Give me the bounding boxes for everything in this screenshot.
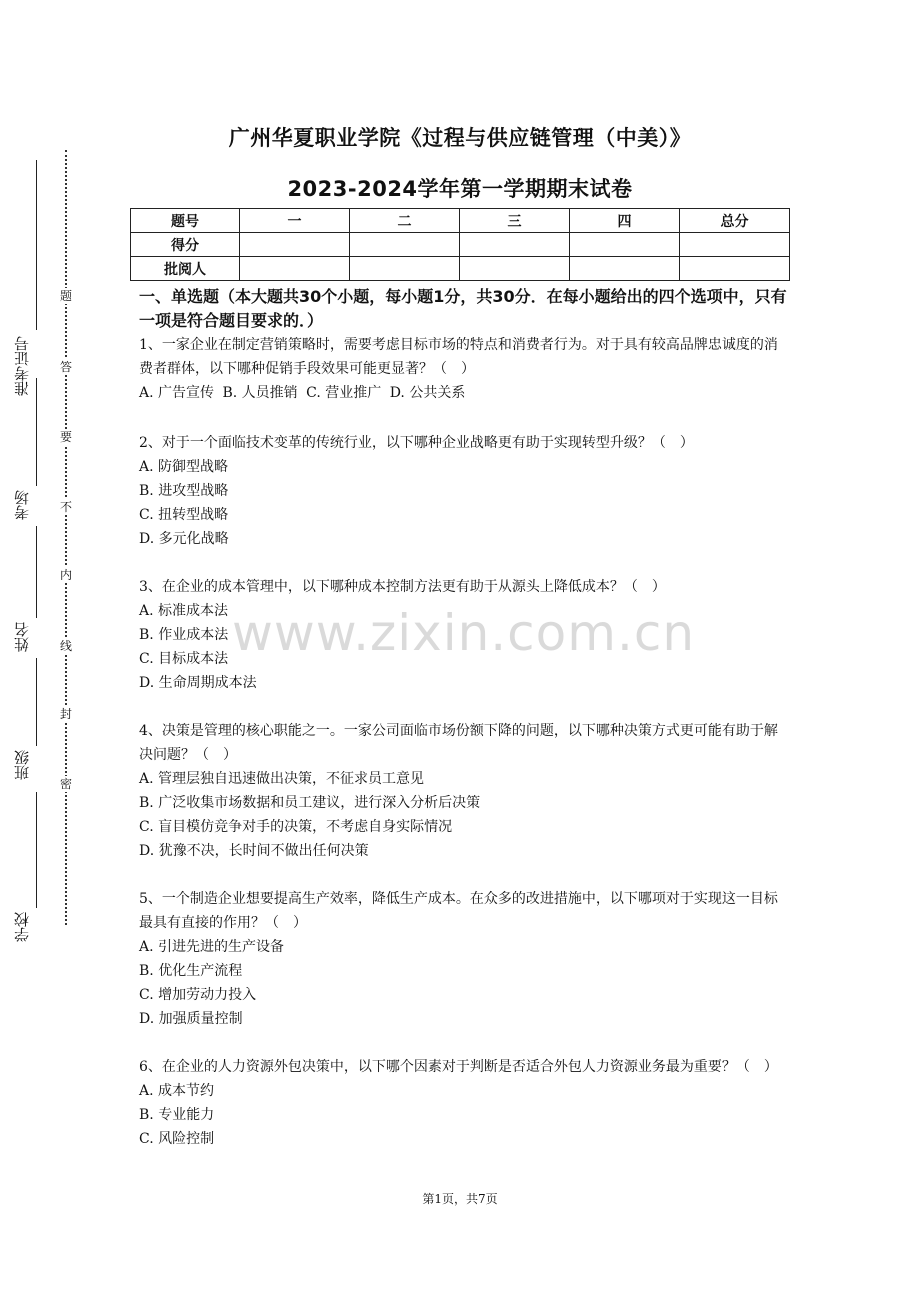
option-b[interactable]: B. 人员推销	[222, 385, 298, 401]
question-stem: 6、在企业的人力资源外包决策中，以下哪个因素对于判断是否适合外包人力资源业务最为重要？（ ）	[139, 1059, 778, 1075]
exam-content	[139, 285, 789, 1151]
school-blank	[36, 792, 37, 908]
option-d[interactable]: D. 生命周期成本法	[139, 675, 257, 691]
score-header-cell: 四	[570, 209, 680, 233]
exam-title: 广州华夏职业学院《过程与供应链管理（中美）》	[228, 126, 692, 150]
binding-dotted-line	[65, 150, 67, 925]
score-row-label: 批阅人	[131, 257, 240, 281]
exam-id-blank	[36, 160, 37, 330]
option-b[interactable]: B. 进攻型战略	[139, 483, 229, 499]
seal-char: 内	[59, 568, 72, 582]
exam-room-blank	[36, 378, 37, 486]
score-cell[interactable]	[680, 257, 790, 281]
score-cell[interactable]	[570, 233, 680, 257]
score-header-cell: 三	[460, 209, 570, 233]
school-label: 学校	[13, 912, 31, 942]
question-1	[139, 333, 789, 405]
seal-char: 线	[59, 639, 72, 653]
option-c[interactable]: C. 营业推广	[306, 385, 382, 401]
score-table-header-row	[131, 209, 790, 233]
question-stem: 1、一家企业在制定营销策略时，需要考虑目标市场的特点和消费者行为。对于具有较高品牌忠诚度的消费者群体，以下哪种促销手段效果可能更显著？（ ）	[139, 337, 778, 377]
seal-char: 要	[59, 430, 72, 444]
option-d[interactable]: D. 犹豫不决，长时间不做出任何决策	[139, 843, 369, 859]
seal-char: 答	[59, 360, 72, 374]
score-table-row	[131, 257, 790, 281]
score-cell[interactable]	[460, 233, 570, 257]
score-cell[interactable]	[240, 257, 350, 281]
question-stem: 4、决策是管理的核心职能之一。一家公司面临市场份额下降的问题，以下哪种决策方式更可能有助于解决问题？（ ）	[139, 723, 778, 763]
exam-room-field	[14, 490, 44, 520]
class-field	[14, 750, 44, 780]
name-field	[14, 622, 44, 652]
page-number: 第1页，共7页	[422, 1192, 498, 1206]
score-cell[interactable]	[350, 233, 460, 257]
score-cell[interactable]	[350, 257, 460, 281]
name-blank	[36, 526, 37, 618]
seal-char: 不	[59, 500, 72, 514]
name-label: 姓名	[13, 622, 31, 652]
score-cell[interactable]	[570, 257, 680, 281]
option-a[interactable]: A. 成本节约	[139, 1083, 215, 1099]
question-2	[139, 431, 789, 551]
option-a[interactable]: A. 标准成本法	[139, 603, 229, 619]
option-a[interactable]: A. 引进先进的生产设备	[139, 939, 285, 955]
score-cell[interactable]	[460, 257, 570, 281]
option-a[interactable]: A. 防御型战略	[139, 459, 229, 475]
option-c[interactable]: C. 目标成本法	[139, 651, 229, 667]
question-6	[139, 1055, 789, 1151]
class-label: 班级	[13, 750, 31, 780]
exam-id-field	[14, 336, 44, 396]
option-b[interactable]: B. 作业成本法	[139, 627, 229, 643]
score-cell[interactable]	[240, 233, 350, 257]
option-c[interactable]: C. 风险控制	[139, 1131, 215, 1147]
score-header-cell: 总分	[680, 209, 790, 233]
option-d[interactable]: D. 加强质量控制	[139, 1011, 243, 1027]
question-3	[139, 575, 789, 695]
question-5	[139, 887, 789, 1031]
score-row-label: 得分	[131, 233, 240, 257]
seal-char: 题	[59, 289, 72, 303]
class-blank	[36, 658, 37, 746]
score-header-cell: 题号	[131, 209, 240, 233]
exam-room-label: 考场	[13, 490, 31, 520]
exam-id-label: 准考证号	[13, 336, 31, 396]
option-a[interactable]: A. 管理层独自迅速做出决策，不征求员工意见	[139, 771, 425, 787]
option-b[interactable]: B. 广泛收集市场数据和员工建议，进行深入分析后决策	[139, 795, 481, 811]
option-b[interactable]: B. 优化生产流程	[139, 963, 243, 979]
score-cell[interactable]	[680, 233, 790, 257]
exam-subtitle: 2023-2024学年第一学期期末试卷	[287, 177, 633, 201]
option-c[interactable]: C. 增加劳动力投入	[139, 987, 257, 1003]
option-row	[139, 381, 789, 405]
question-stem: 2、对于一个面临技术变革的传统行业，以下哪种企业战略更有助于实现转型升级？（ ）	[139, 435, 694, 451]
section-heading: 一、单选题（本大题共30个小题，每小题1分，共30分．在每小题给出的四个选项中，只有一项是符合题目要求的．）	[139, 287, 787, 330]
seal-char: 密	[59, 777, 72, 791]
school-field	[14, 912, 44, 942]
option-d[interactable]: D. 公共关系	[389, 385, 466, 401]
question-stem: 5、一个制造企业想要提高生产效率，降低生产成本。在众多的改进措施中，以下哪项对于实现这一目标最具有直接的作用？（ ）	[139, 891, 778, 931]
option-c[interactable]: C. 扭转型战略	[139, 507, 229, 523]
question-stem: 3、在企业的成本管理中，以下哪种成本控制方法更有助于从源头上降低成本？（ ）	[139, 579, 666, 595]
score-table	[130, 208, 790, 281]
question-4	[139, 719, 789, 863]
seal-char: 封	[59, 707, 72, 721]
score-table-row	[131, 233, 790, 257]
option-a[interactable]: A. 广告宣传	[139, 385, 215, 401]
score-header-cell: 一	[240, 209, 350, 233]
option-b[interactable]: B. 专业能力	[139, 1107, 215, 1123]
score-header-cell: 二	[350, 209, 460, 233]
option-d[interactable]: D. 多元化战略	[139, 531, 229, 547]
watermark-text: www.zixin.com.cn	[232, 604, 696, 662]
option-c[interactable]: C. 盲目模仿竞争对手的决策，不考虑自身实际情况	[139, 819, 453, 835]
